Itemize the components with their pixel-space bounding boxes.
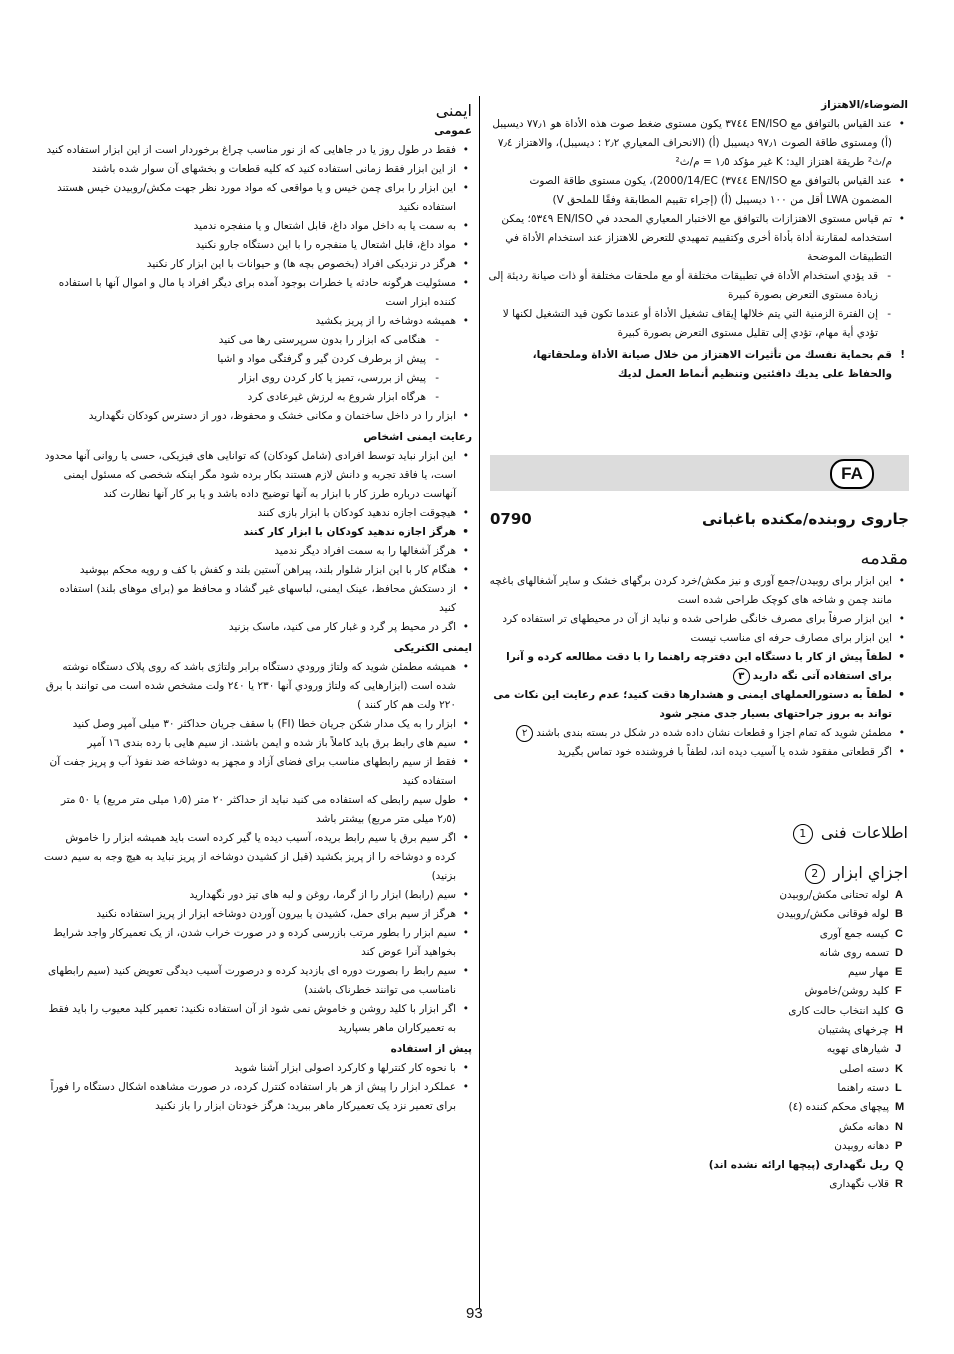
intro-item-text: مطمئن شوید که تمام اجزا و قطعات نشان داده شده در شکل در بسته بندی باشند	[536, 727, 892, 739]
part-letter: D	[895, 946, 903, 959]
part-label: ریل نگهداری (پیچها ارائه نشده اند)	[708, 1159, 889, 1172]
electrical-safety-item: • ابزار را به یک مدار شکن جریان خطا (FI) با سقف جریان حداکثر ٣٠ میلی آمپر وصل کنید	[44, 715, 472, 734]
parts-heading	[802, 860, 908, 886]
part-label: مهار سیم	[847, 966, 889, 979]
part-letter: A	[895, 889, 903, 901]
noise-vibration-section	[488, 96, 908, 384]
general-item: • مسئولیت هرگونه حادثه یا خطرات بوجود آمده برای دیگر افراد یا مال و اموال آنها با استفاده کننده ابزار است	[44, 274, 472, 312]
part-letter: H	[895, 1024, 903, 1037]
general-heading: عمومی	[434, 125, 472, 137]
electrical-safety-item: • سیم (رابط) ابزار را از گرما، روغن و لبه های تیز دور نگهدارید	[44, 886, 472, 905]
part-label: دسته اصلی	[839, 1062, 889, 1075]
figure-ref-3: ٣	[733, 668, 750, 685]
intro-item: • این ابزار برای روبیدن/جمع آوری و نیز مکش/خرد کردن برگهای خشک و سایر آشغالهای باغچه مانند چمن و شاخه های کوچک طراحی شده است	[488, 572, 908, 610]
part-item	[490, 905, 909, 924]
noise-item: • تم قياس مستوى الاهتزازات بالتوافق مع الاختبار المعياري المحدد في EN/ISO ٥٣٤٩؛ يمكن استخدامه لمقارنة أداة بأداة أخرى وكتقييم تمهيدي للتعرض للاهتزاز عند استخدام الأداة في التطبيقات الموضحة	[488, 210, 908, 267]
part-letter: J	[895, 1043, 902, 1056]
part-letter: E	[895, 966, 903, 979]
unplug-item: - پیش از برطرف کردن گیر و گرفتگی مواد و اشیا	[44, 350, 442, 369]
part-letter: F	[895, 985, 902, 998]
before-use-list	[44, 1059, 472, 1116]
part-letter: G	[895, 1004, 904, 1017]
part-item	[490, 925, 909, 944]
part-label: شیارهای تهویه	[826, 1043, 889, 1056]
general-item: • به سمت یا به داخل مواد داغ، قابل اشتعال و یا منفجره ندمید	[44, 217, 472, 236]
part-item	[490, 1098, 909, 1117]
electrical-safety-item: • هرگز از سیم برای حمل، کشیدن یا بیرون آوردن دوشاخه ابزار از پریز استفاده نکنید	[44, 905, 472, 924]
part-item	[490, 963, 909, 982]
before-use-item: • با نحوه کار کنترلها و کارکرد اصولی ابزار آشنا شوید	[44, 1059, 472, 1078]
unplug-item: - هنگامی که ابزار را بدون سرپرستی رها می کنید	[44, 331, 442, 350]
part-item	[490, 1137, 909, 1156]
unplug-item: - هرگاه ابزار شروع به لرزش غیرعادی کرد	[44, 388, 442, 407]
general-item: • مواد داغ، قابل اشتعال یا منفجره را با این دستگاه جارو نکنید	[44, 236, 472, 255]
page-number: 93	[466, 1305, 483, 1322]
personal-safety-heading: رعایت ایمنی اشخاص	[363, 431, 472, 443]
part-letter: N	[895, 1120, 903, 1133]
part-letter: L	[895, 1081, 902, 1094]
parts-list	[490, 886, 909, 1195]
part-label: لوله فوقانی مکش/روبیدن	[776, 908, 889, 921]
part-label: لوله تحتانی مکش/روبیدن	[779, 889, 889, 901]
noise-heading: الضوضاء/الاهتزاز	[821, 99, 908, 111]
column-divider	[479, 96, 480, 1308]
part-item	[490, 982, 909, 1001]
intro-item	[488, 724, 908, 743]
intro-list	[488, 572, 908, 762]
part-label: دهانه روبیدن	[834, 1139, 889, 1152]
general-item: • فقط در طول روز یا در جاهایی که از نور مناسب چراغ برخوردار است از این ابزار استفاده کنید	[44, 141, 472, 160]
electrical-safety-item: • اگر ابزار با کلید روشن و خاموش نمی شود از آن استفاده نکنید: تعمیر کلید معیوب را باید فقط به تعمیرکاران ماهر بسپارید	[44, 1000, 472, 1038]
part-letter: Q	[895, 1159, 904, 1172]
intro-item: • لطفاً به دستورالعملهای ایمنی و هشدارها دقت کنید؛ عدم رعایت این نکات می تواند به بروز جراحتهای بسیار جدی منجر شود	[488, 686, 908, 724]
intro-title: مقدمه	[860, 548, 908, 569]
general-list	[44, 141, 472, 331]
noise-dash-list	[488, 267, 894, 343]
electrical-safety-item: • همیشه مطمئن شوید که ولتاژ ورودي دستگاه برابر ولتاژی باشد که روی پلاک دستگاه نوشته شده است (ابزارهایی که ولتاژ ورودي آنها ٢٣٠ یا ٢٤٠ ولت مشخص شده است می توانند با برق ٢٢٠ ولت هم کار کنند )	[44, 658, 472, 715]
noise-warning-list	[488, 346, 908, 384]
part-label: تسمه روی شانه	[819, 946, 889, 959]
personal-safety-item: • هیچوقت اجازه ندهید کودکان با ابزار بازی کنند	[44, 504, 472, 523]
before-use-heading: پیش از استفاده	[390, 1043, 472, 1055]
part-item	[490, 1060, 909, 1079]
electrical-safety-item: • سیم های رابط برق باید کاملاً باز شده و ایمن باشند. از سیم هایی با رده بندی ١٦ آمپر	[44, 734, 472, 753]
part-item	[490, 1079, 909, 1098]
part-label: دسته راهنما	[837, 1081, 889, 1094]
product-name: جاروی روبنده/مکنده باغبانی	[701, 510, 909, 528]
personal-safety-item: • هرگز اجازه ندهید کودکان با ابزار کار کنند	[44, 523, 472, 542]
part-letter: K	[895, 1062, 903, 1075]
part-item	[490, 1175, 909, 1194]
general-item: • هرگز در نزدیکی افراد (بخصوص بچه ها) و حیوانات با این ابزار کار نکنید	[44, 255, 472, 274]
electrical-safety-item: • فقط از سیم رابطهای مناسب برای فضای آزاد و مجهز به دوشاخه ضد نفوذ آب و پریز جفت آن استفاده کنید	[44, 753, 472, 791]
tech-data-title: اطلاعات فنی	[820, 823, 908, 842]
part-label: پیچهای محکم کننده (٤)	[788, 1101, 889, 1114]
part-label: کلید روشن/خاموش	[804, 985, 889, 998]
storage-item: • ابزار را در داخل ساختمان و مکانی خشک و محفوظ، دور از دسترس کودکان نگهدارید	[44, 407, 472, 426]
personal-safety-item: • این ابزار نباید توسط افرادی (شامل کودکان) که توانایی های فیزیکی، حسی یا روانی آنها محدود است، یا فاقد تجربه و دانش لازم هستند بکار برده شود مگر اینکه شخصی که مسئول ایمنی آنهاست درباره طرز کار با ابزار به آنها توضیح داده باشد و یا بر کار آنها نظارت کند	[44, 447, 472, 504]
unplug-item: - پیش از بررسی، تمیز یا کار کردن روی ابزار	[44, 369, 442, 388]
part-label: دهانه مکش	[838, 1120, 889, 1133]
part-item	[490, 1118, 909, 1137]
product-title-row	[490, 510, 909, 534]
electrical-safety-item: • اگر سیم برق یا سیم رابط بریده، آسیب دیده یا گیر کرده است باید همیشه ابزار را خاموش کرده و دوشاخه را از پریز بکشید (قبل از کشیدن دوشاخه از پریز نباید به هیچ وجه به سیم دست بزنید)	[44, 829, 472, 886]
unplug-list	[44, 331, 442, 407]
part-item	[490, 1002, 909, 1021]
part-item	[490, 1021, 909, 1040]
vibration-warning: ! قم بحماية نفسك من تأثيرات الاهتزاز من خلال صيانة الأداة وملحقاتها، والحفاظ على يديك دافئتين وتنظيم أنماط العمل لديك	[488, 346, 908, 384]
storage-list	[44, 407, 472, 426]
general-item: • این ابزار را برای چمن خیس و یا مواقعی که مواد مورد نظر جهت مکش/روبیدن خیس هستند استفاده نکنید	[44, 179, 472, 217]
parts-number: 2	[805, 864, 825, 884]
intro-item: • این ابزار صرفاً برای مصرف خانگی طراحی شده و نباید از آن در محیطهای تر استفاده کرد	[488, 610, 908, 629]
product-code: 0790	[490, 510, 532, 528]
general-item: • همیشه دوشاخه را از پریز بکشید	[44, 312, 472, 331]
noise-item: • عند القياس بالتوافق مع EN/ISO ٣٧٤٤ يكون مستوى ضغط صوت هذه الأداة هو ٧٧٫١ ديسيبل (أ) ومستوى طاقة الصوت ٩٧٫١ ديسيبل (أ) (الانحراف المعياري ٢٫٢ : ديسيبل)، والاهتزاز ٧٫٤ م/ث² طريقة اهتزاز اليد: K غير مؤكد ١٫٥ = م/ث²	[488, 115, 908, 172]
noise-item: • عند القياس بالتوافق مع EN/ISO ٣٧٤٤) 2000/14/EC)، يكون مستوى طاقة الصوت المضمون LWA أقل من ١٠٠ ديسيبل (أ) (إجراء تقييم المطابقة وفقًا للملحق V)	[488, 172, 908, 210]
part-item	[490, 886, 909, 905]
parts-title: اجزاي ابزار	[832, 863, 908, 882]
part-letter: P	[895, 1139, 903, 1152]
part-letter: M	[895, 1101, 905, 1114]
tech-data-number: 1	[793, 824, 813, 844]
part-letter: R	[895, 1178, 903, 1191]
part-label: کیسه جمع آوری	[819, 927, 889, 940]
noise-list	[488, 115, 908, 267]
figure-ref-2: ٢	[516, 725, 533, 742]
part-item	[490, 1040, 909, 1059]
tech-data-heading	[790, 820, 908, 846]
electrical-safety-list	[44, 658, 472, 1038]
part-label: چرخهای پشتیبان	[817, 1024, 889, 1037]
part-letter: B	[895, 908, 903, 921]
noise-dash-item: - قد يؤدي استخدام الأداة في تطبيقات مختلفة أو مع ملحقات مختلفة أو ذات صيانة رديئة إلى زيادة مستوى التعرض بصورة كبيرة	[488, 267, 894, 305]
before-use-item: • عملکرد ابزار را پیش از هر بار استفاده کنترل کرده، در صورت مشاهده اشکال دستگاه را فوراً برای تعمیر نزد یک تعمیرکار ماهر ببرید: هرگز خودتان ابزار را باز نکنید	[44, 1078, 472, 1116]
intro-item: • اگر قطعاتی مفقود شده یا آسیب دیده اند، لطفاً با فروشنده خود تماس بگیرید	[488, 743, 908, 762]
intro-item-text: لطفاً پیش از کار با دستگاه این دفترچه راهنما را با دقت مطالعه کرده و آنرا برای استفاده آتی نگه دارید	[506, 651, 892, 682]
electrical-safety-heading: ایمنی الکتریکی	[393, 642, 472, 654]
safety-section	[44, 100, 472, 1116]
intro-section	[488, 546, 908, 762]
personal-safety-item: • از دستکش محافظ، عینک ایمنی، لباسهای غیر گشاد و محافظ مو (برای موهای بلند) استفاده کنید	[44, 580, 472, 618]
electrical-safety-item: • سیم ابزار را بطور مرتب بازرسی کرده و در صورت خراب شدن، از یک تعمیرکار واجد شرایط بخواهید آنرا عوض کند	[44, 924, 472, 962]
part-item	[490, 944, 909, 963]
part-item	[490, 1156, 909, 1175]
electrical-safety-item: • سیم رابط را بصورت دوره ای بازدید کرده و درصورت آسیب دیدگی تعویض کنید (سیم رابطهای نامناسب می توانند خطرناک باشند)	[44, 962, 472, 1000]
personal-safety-item: • هرگز آشغالها را به سمت افراد دیگر ندمید	[44, 542, 472, 561]
personal-safety-item: • اگر در محیط پر گرد و غبار کار می کنید، ماسک بزنید	[44, 618, 472, 637]
intro-item	[488, 648, 908, 686]
intro-item: • این ابزار برای مصارف حرفه ای مناسب نیست	[488, 629, 908, 648]
noise-dash-item: - إن الفترة الزمنية التي يتم خلالها إيقاف تشغيل الأداة أو عندما تكون قيد التشغيل لكنها لا تؤدي أية مهام، تؤدي إلى تقليل مستوى التعرض بصورة كبيرة	[488, 305, 894, 343]
language-badge: FA	[830, 459, 874, 489]
general-item: • از این ابزار فقط زمانی استفاده کنید که کلیه قطعات و بخشهای آن سوار شده باشند	[44, 160, 472, 179]
safety-title: ایمنی	[435, 101, 472, 120]
part-label: کلید انتخاب حالت کاری	[788, 1004, 889, 1017]
part-letter: C	[895, 927, 903, 940]
electrical-safety-item: • طول سیم رابطی که استفاده می کنید نباید از حداکثر ٢٠ متر (١٫٥ میلی متر مربع) یا ٥٠ متر (٢٫٥ میلی متر مربع) بیشتر باشد	[44, 791, 472, 829]
personal-safety-item: • هنگام کار با این ابزار شلوار بلند، پیراهن آستین بلند و کفش با کف و رویه محکم بپوشید	[44, 561, 472, 580]
personal-safety-list	[44, 447, 472, 637]
part-label: قلاب نگهداری	[829, 1178, 889, 1191]
